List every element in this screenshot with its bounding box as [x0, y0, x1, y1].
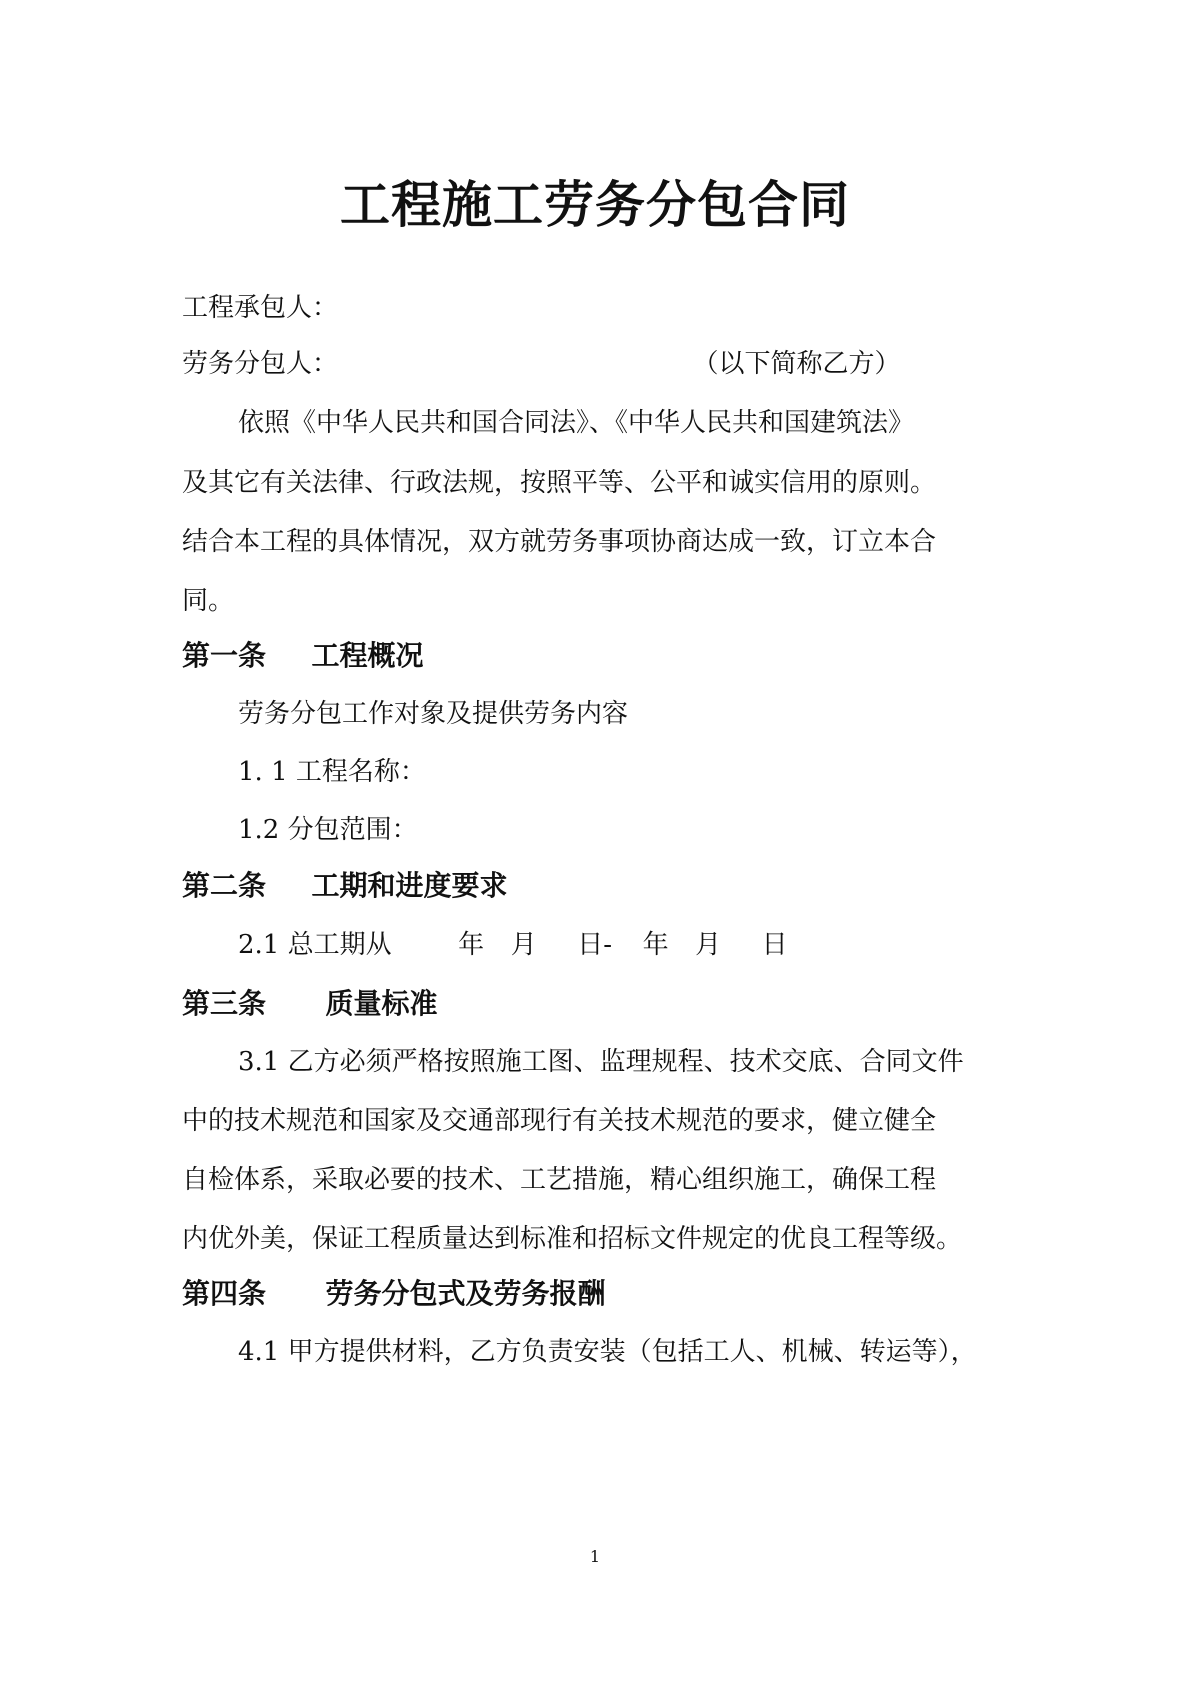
article-3-line-2: 中的技术规范和国家及交通部现行有关技术规范的要求，健立健全	[182, 1106, 937, 1136]
article-1-heading	[182, 637, 424, 675]
article-3-line-4: 内优外美，保证工程质量达到标准和招标文件规定的优良工程等级。	[182, 1224, 963, 1254]
article-1-item-2: 1.2 分包范围：	[238, 815, 418, 845]
article-4-line-1: 4.1 甲方提供材料，乙方负责安装（包括工人、机械、转运等），	[238, 1337, 977, 1367]
article-3-heading	[182, 985, 438, 1023]
article-1-title: 工程概况	[311, 639, 424, 672]
article-2-number: 第二条	[182, 869, 267, 902]
page-number: 1	[589, 1547, 601, 1566]
intro-line-2: 及其它有关法律、行政法规，按照平等、公平和诚实信用的原则。	[182, 468, 937, 498]
duration-month: 月	[510, 930, 537, 960]
article-4-title: 劳务分包式及劳务报酬	[325, 1277, 606, 1310]
article-3-line-1: 3.1 乙方必须严格按照施工图、监理规程、技术交底、合同文件	[238, 1047, 964, 1077]
intro-line-3: 结合本工程的具体情况，双方就劳务事项协商达成一致，订立本合	[182, 527, 937, 557]
article-2-duration-line	[238, 927, 788, 963]
subcontractor-line	[182, 346, 901, 382]
article-4-heading	[182, 1275, 606, 1313]
article-1-intro: 劳务分包工作对象及提供劳务内容	[238, 699, 629, 729]
duration-day-2: 日	[761, 930, 788, 960]
contractor-label: 工程承包人：	[182, 293, 339, 323]
duration-year-2: 年	[642, 930, 669, 960]
duration-month-2: 月	[695, 930, 722, 960]
article-1-number: 第一条	[182, 639, 267, 672]
duration-label: 2.1 总工期从	[238, 930, 392, 960]
intro-line-4: 同。	[182, 586, 235, 616]
article-3-number: 第三条	[182, 987, 267, 1020]
article-3-title: 质量标准	[325, 987, 438, 1020]
article-1-item-1: 1. 1 工程名称：	[238, 757, 426, 787]
article-3-line-3: 自检体系，采取必要的技术、工艺措施，精心组织施工，确保工程	[182, 1165, 937, 1195]
intro-line-1: 依照《中华人民共和国合同法》、《中华人民共和国建筑法》	[238, 408, 915, 438]
article-2-heading	[182, 867, 508, 905]
article-2-title: 工期和进度要求	[311, 869, 508, 902]
duration-year: 年	[458, 930, 485, 960]
article-4-number: 第四条	[182, 1277, 267, 1310]
duration-day-dash: 日-	[577, 930, 613, 960]
subcontractor-label: 劳务分包人：	[182, 349, 339, 379]
document-title: 工程施工劳务分包合同	[340, 175, 850, 234]
subcontractor-note: （以下简称乙方）	[692, 349, 901, 379]
